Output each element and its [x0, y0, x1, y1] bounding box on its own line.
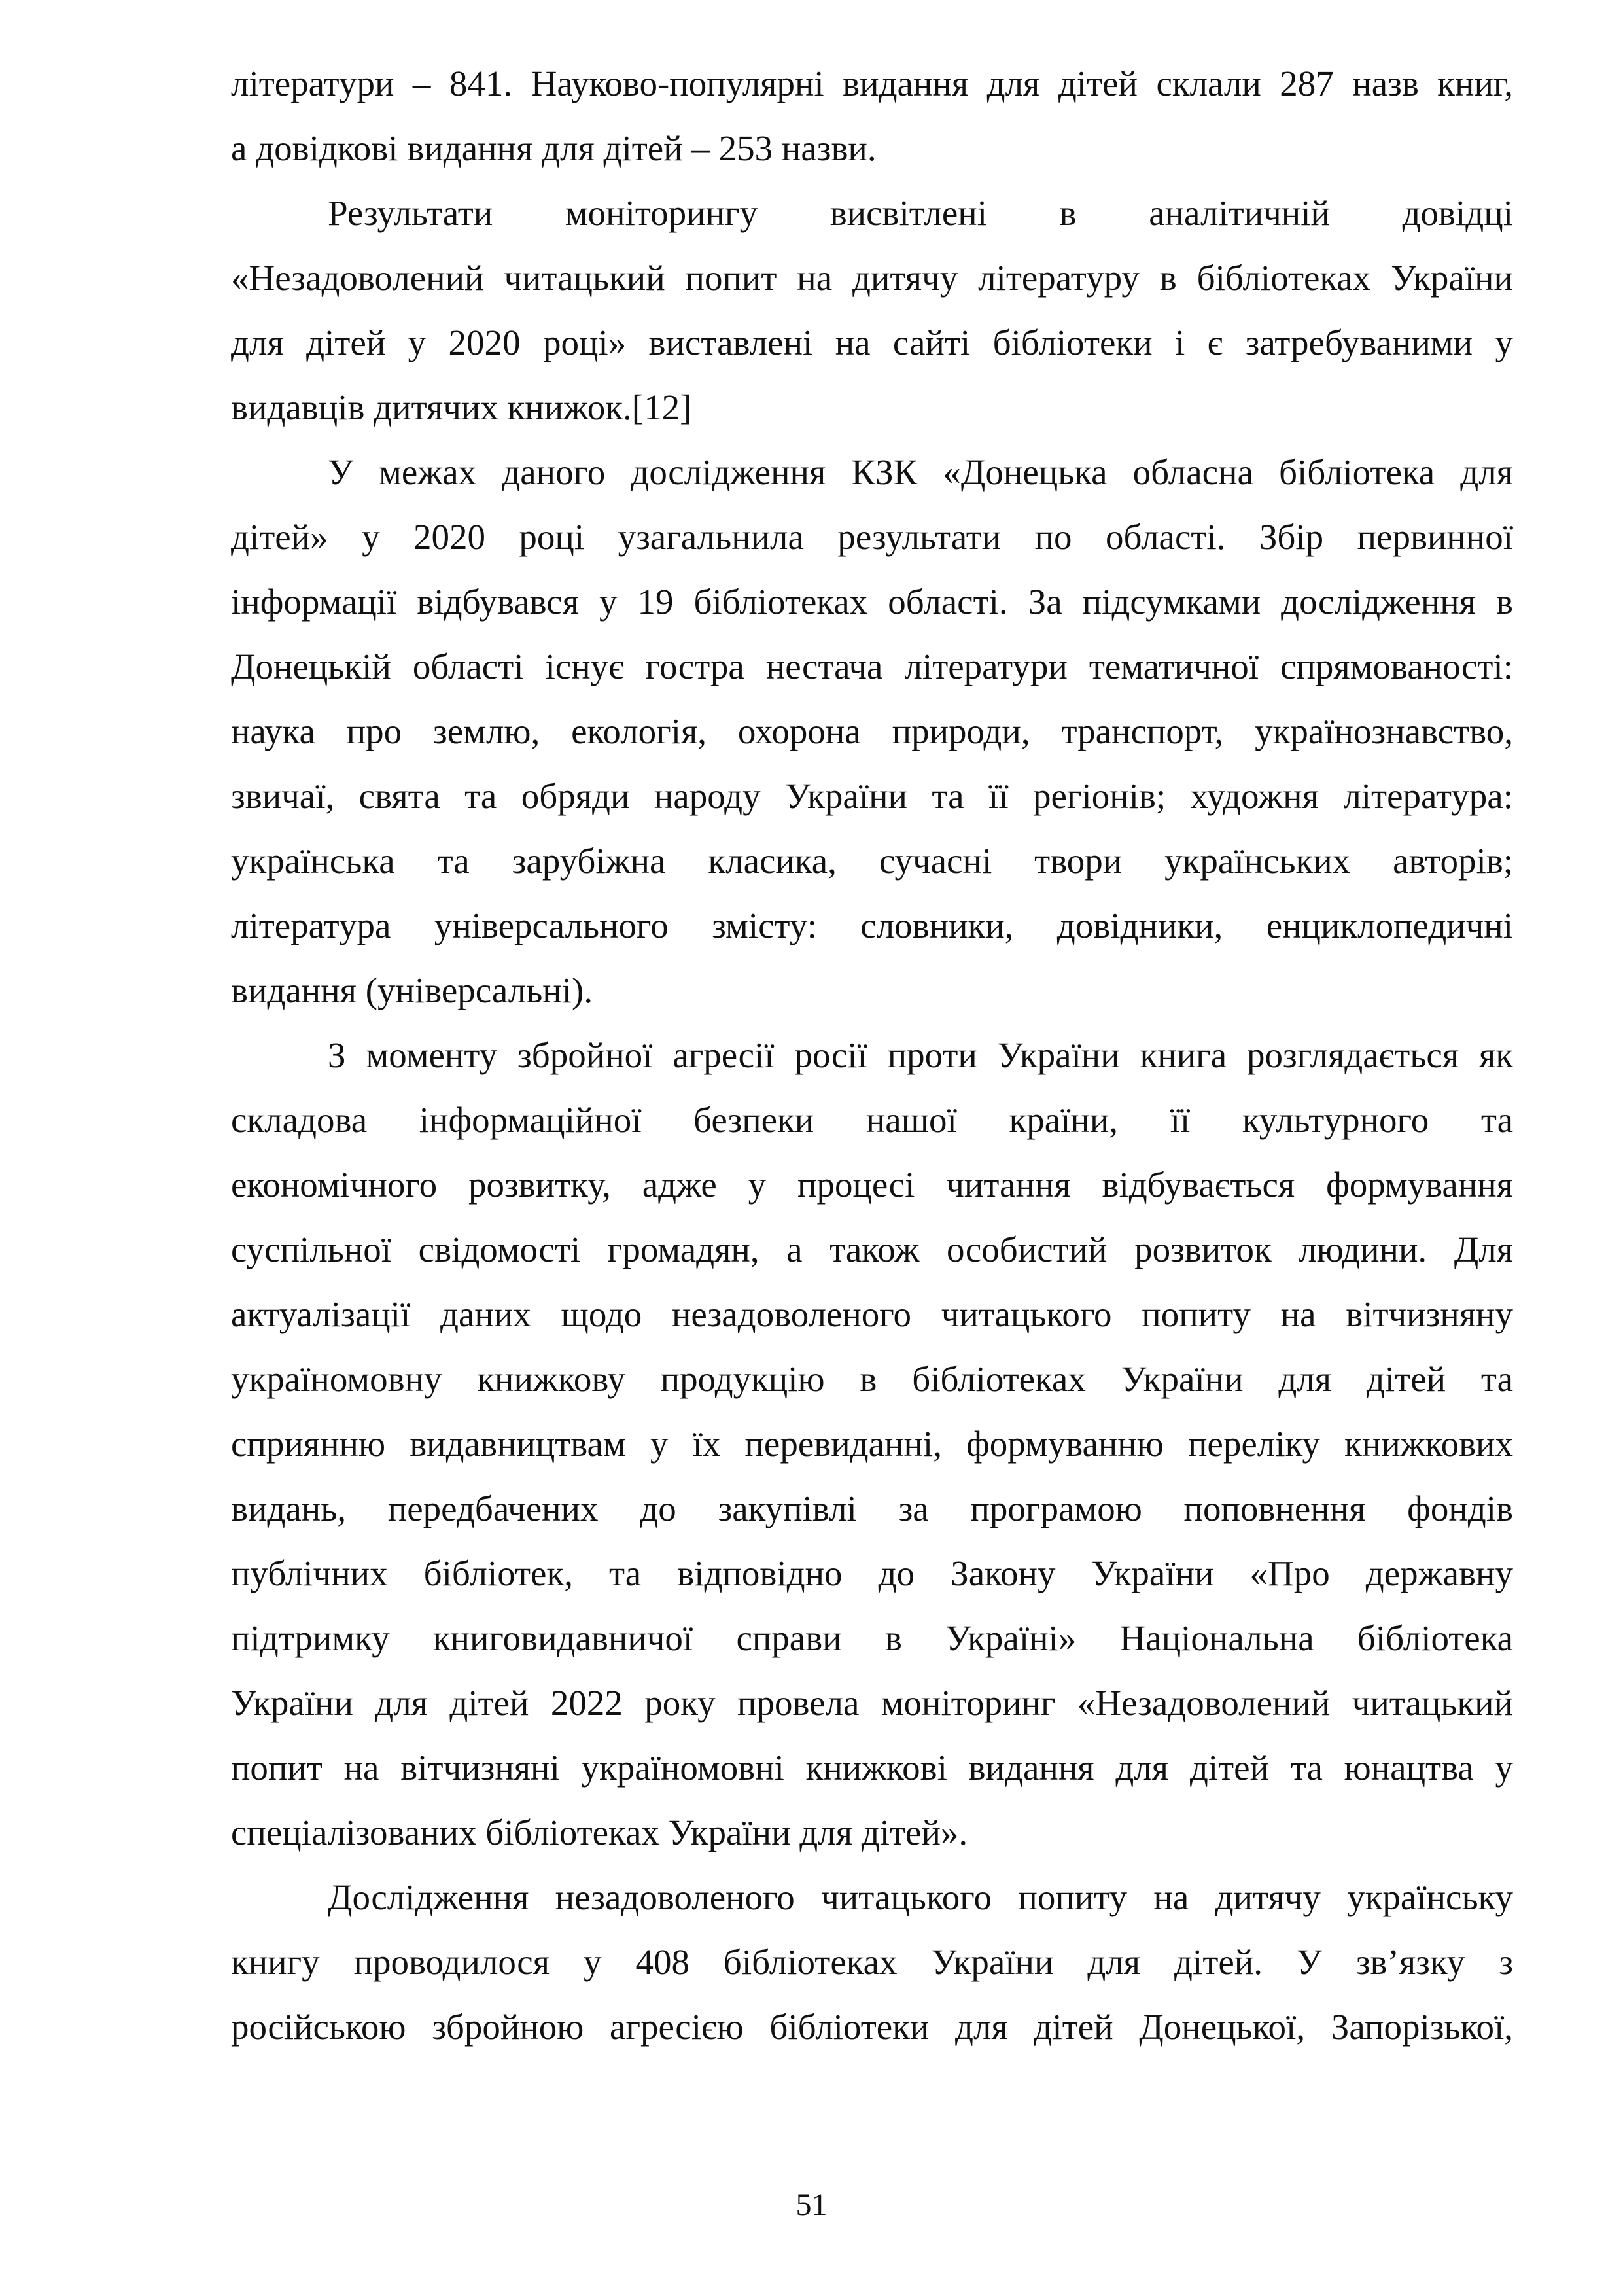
text-line: книгу проводилося у 408 бібліотеках України для дітей. У зв’язку з	[231, 1942, 1513, 1982]
text-line: видавців дитячих книжок.[12]	[231, 387, 692, 427]
text-line: спеціалізованих бібліотеках України для дітей».	[231, 1812, 968, 1852]
page-body	[231, 51, 1513, 2059]
text-line: україномовну книжкову продукцію в бібліотеках України для дітей та	[231, 1359, 1513, 1399]
text-line: інформації відбувався у 19 бібліотеках області. За підсумками дослідження в	[231, 582, 1513, 622]
text-line: З моменту збройної агресії росії проти України книга розглядається як	[328, 1035, 1513, 1075]
paragraph	[231, 440, 1513, 1023]
text-line: публічних бібліотек, та відповідно до Закону України «Про державну	[231, 1553, 1513, 1593]
text-line: «Незадоволений читацький попит на дитячу літературу в бібліотеках України	[231, 258, 1513, 298]
page-number: 51	[795, 2187, 828, 2222]
text-line: українська та зарубіжна класика, сучасні твори українських авторів;	[231, 841, 1513, 881]
text-line: суспільної свідомості громадян, а також особистий розвиток людини. Для	[231, 1229, 1513, 1269]
paragraph	[231, 1865, 1513, 2059]
paragraph	[231, 51, 1513, 181]
text-line: наука про землю, екологія, охорона природи, транспорт, українознавство,	[231, 711, 1513, 751]
text-line: У межах даного дослідження КЗК «Донецька обласна бібліотека для	[328, 452, 1513, 492]
text-line: економічного розвитку, адже у процесі читання відбувається формування	[231, 1165, 1513, 1205]
text-line: а довідкові видання для дітей – 253 назви.	[231, 128, 877, 168]
text-line: сприянню видавництвам у їх перевиданні, формуванню переліку книжкових	[231, 1424, 1513, 1464]
text-line: актуалізації даних щодо незадоволеного читацького попиту на вітчизняну	[231, 1294, 1513, 1334]
text-line: Результати моніторингу висвітлені в аналітичній довідці	[328, 193, 1513, 233]
text-line: російською збройною агресією бібліотеки для дітей Донецької, Запорізької,	[231, 2007, 1513, 2047]
paragraph	[231, 181, 1513, 440]
text-line: література універсального змісту: словники, довідники, енциклопедичні	[231, 906, 1513, 945]
paragraph	[231, 1023, 1513, 1865]
text-line: України для дітей 2022 року провела моніторинг «Незадоволений читацький	[231, 1683, 1513, 1723]
text-line: дітей» у 2020 році узагальнила результати по області. Збір первинної	[231, 517, 1513, 557]
text-line: для дітей у 2020 році» виставлені на сайті бібліотеки і є затребуваними у	[231, 323, 1513, 362]
text-line: складова інформаційної безпеки нашої країни, її культурного та	[231, 1100, 1513, 1140]
text-line: видання (універсальні).	[231, 970, 593, 1010]
text-line: попит на вітчизняні україномовні книжкові видання для дітей та юнацтва у	[231, 1748, 1513, 1788]
text-line: видань, передбачених до закупівлі за програмою поповнення фондів	[231, 1489, 1513, 1528]
text-line: Дослідження незадоволеного читацького попиту на дитячу українську	[328, 1877, 1513, 1917]
text-line: звичаї, свята та обряди народу України та її регіонів; художня література:	[231, 776, 1513, 816]
text-line: літератури – 841. Науково-популярні видання для дітей склали 287 назв книг,	[231, 63, 1513, 103]
text-line: підтримку книговидавничої справи в Україні» Національна бібліотека	[231, 1618, 1513, 1658]
text-line: Донецькій області існує гостра нестача літератури тематичної спрямованості:	[231, 646, 1513, 686]
